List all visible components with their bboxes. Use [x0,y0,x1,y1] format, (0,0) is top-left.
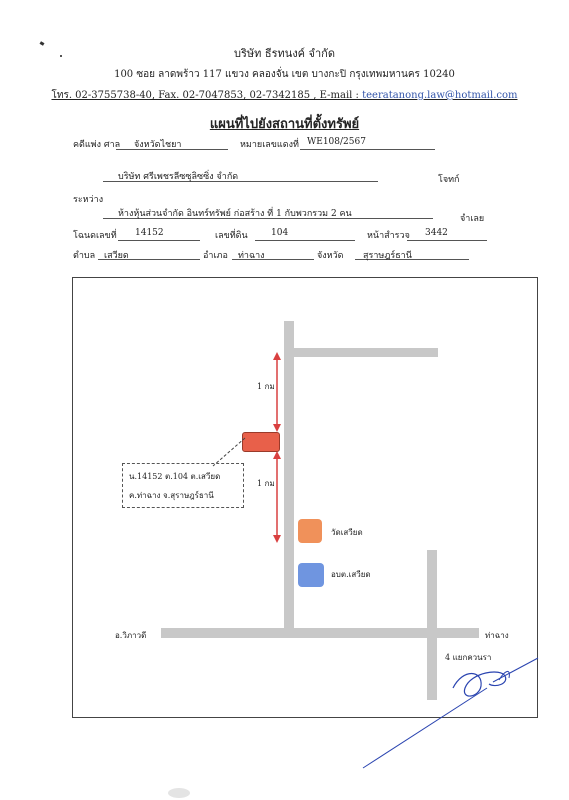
main-road-vertical [284,321,294,638]
side-road-east [427,550,437,700]
between-label: ระหว่าง [73,195,104,205]
province-value: สุราษฎร์ธานี [363,251,412,261]
defendant-name: ห้างหุ้นส่วนจำกัด อินทร์ทรัพย์ ก่อสร้าง ที่ 1 กับพวกรวม 2 คน [118,209,352,219]
branch-road-north [284,348,438,357]
amphoe-value: ท่าฉาง [238,251,265,261]
deed-number-value: 14152 [135,228,164,238]
amphoe-label: อำเภอ [203,251,228,261]
company-contact [0,88,569,103]
scan-smudge [168,788,190,798]
plaintiff-name: บริษัท ศรีเพชรลีซซุลิซซิ่ง จำกัด [118,172,239,182]
company-address: 100 ซอย ลาดพร้าว 117 แขวง คลองจั่น เขต บางกะปิ กรุงเทพมหานคร 10240 [114,69,455,80]
company-name: บริษัท ธีรทนงค์ จำกัด [234,47,335,60]
tao-office-marker[interactable] [298,563,324,587]
tao-office-label: อบต.เสวียด [331,570,371,579]
company-email[interactable]: teeratanong.law@hotmail.com [362,90,518,101]
property-callout [122,463,244,508]
document-title: แผนที่ไปยังสถานที่ตั้งทรัพย์ [209,117,360,132]
court-value: จังหวัดไชยา [134,140,182,150]
road-label-west: อ.วิภาวดี [115,631,147,640]
contact-phones: โทร. 02-3755738-40, Fax. 02-7047853, 02-7342185 , E-mail : [51,90,363,101]
callout-line-2: ค.ท่าฉาง จ.สุราษฎร์ธานี [129,491,214,500]
court-label: คดีแพ่ง ศาล [73,140,121,150]
map-frame [72,277,538,718]
distance-arrow-bottom [276,453,278,543]
case-number-value: WE108/2567 [307,137,366,147]
distance-label-bottom: 1 กม [257,479,275,488]
tambon-label: ตำบล [73,251,96,261]
temple-marker[interactable] [298,519,322,543]
distance-arrow-top [276,354,278,432]
province-label: จังหวัด [317,251,344,261]
land-number-value: 104 [271,228,289,238]
land-number-label: เลขที่ดิน [215,231,248,241]
signature [443,658,543,768]
road-label-east: ท่าฉาง [485,631,509,640]
deed-number-label: โฉนดเลขที่ [73,231,117,241]
defendant-role: จำเลย [460,214,485,224]
survey-value: 3442 [425,228,448,238]
distance-label-top: 1 กม [257,382,275,391]
plaintiff-role: โจทก์ [438,175,460,185]
case-number-label: หมายเลขแดงที่ [240,140,299,150]
intersection-label: 4 แยกควนรา [445,653,492,662]
survey-label: หน้าสำรวจ [367,231,410,241]
tambon-value: เสวียด [104,251,129,261]
temple-label: วัดเสวียด [331,528,363,537]
callout-line-1: น.14152 ต.104 ต.เสวียด [129,472,221,481]
